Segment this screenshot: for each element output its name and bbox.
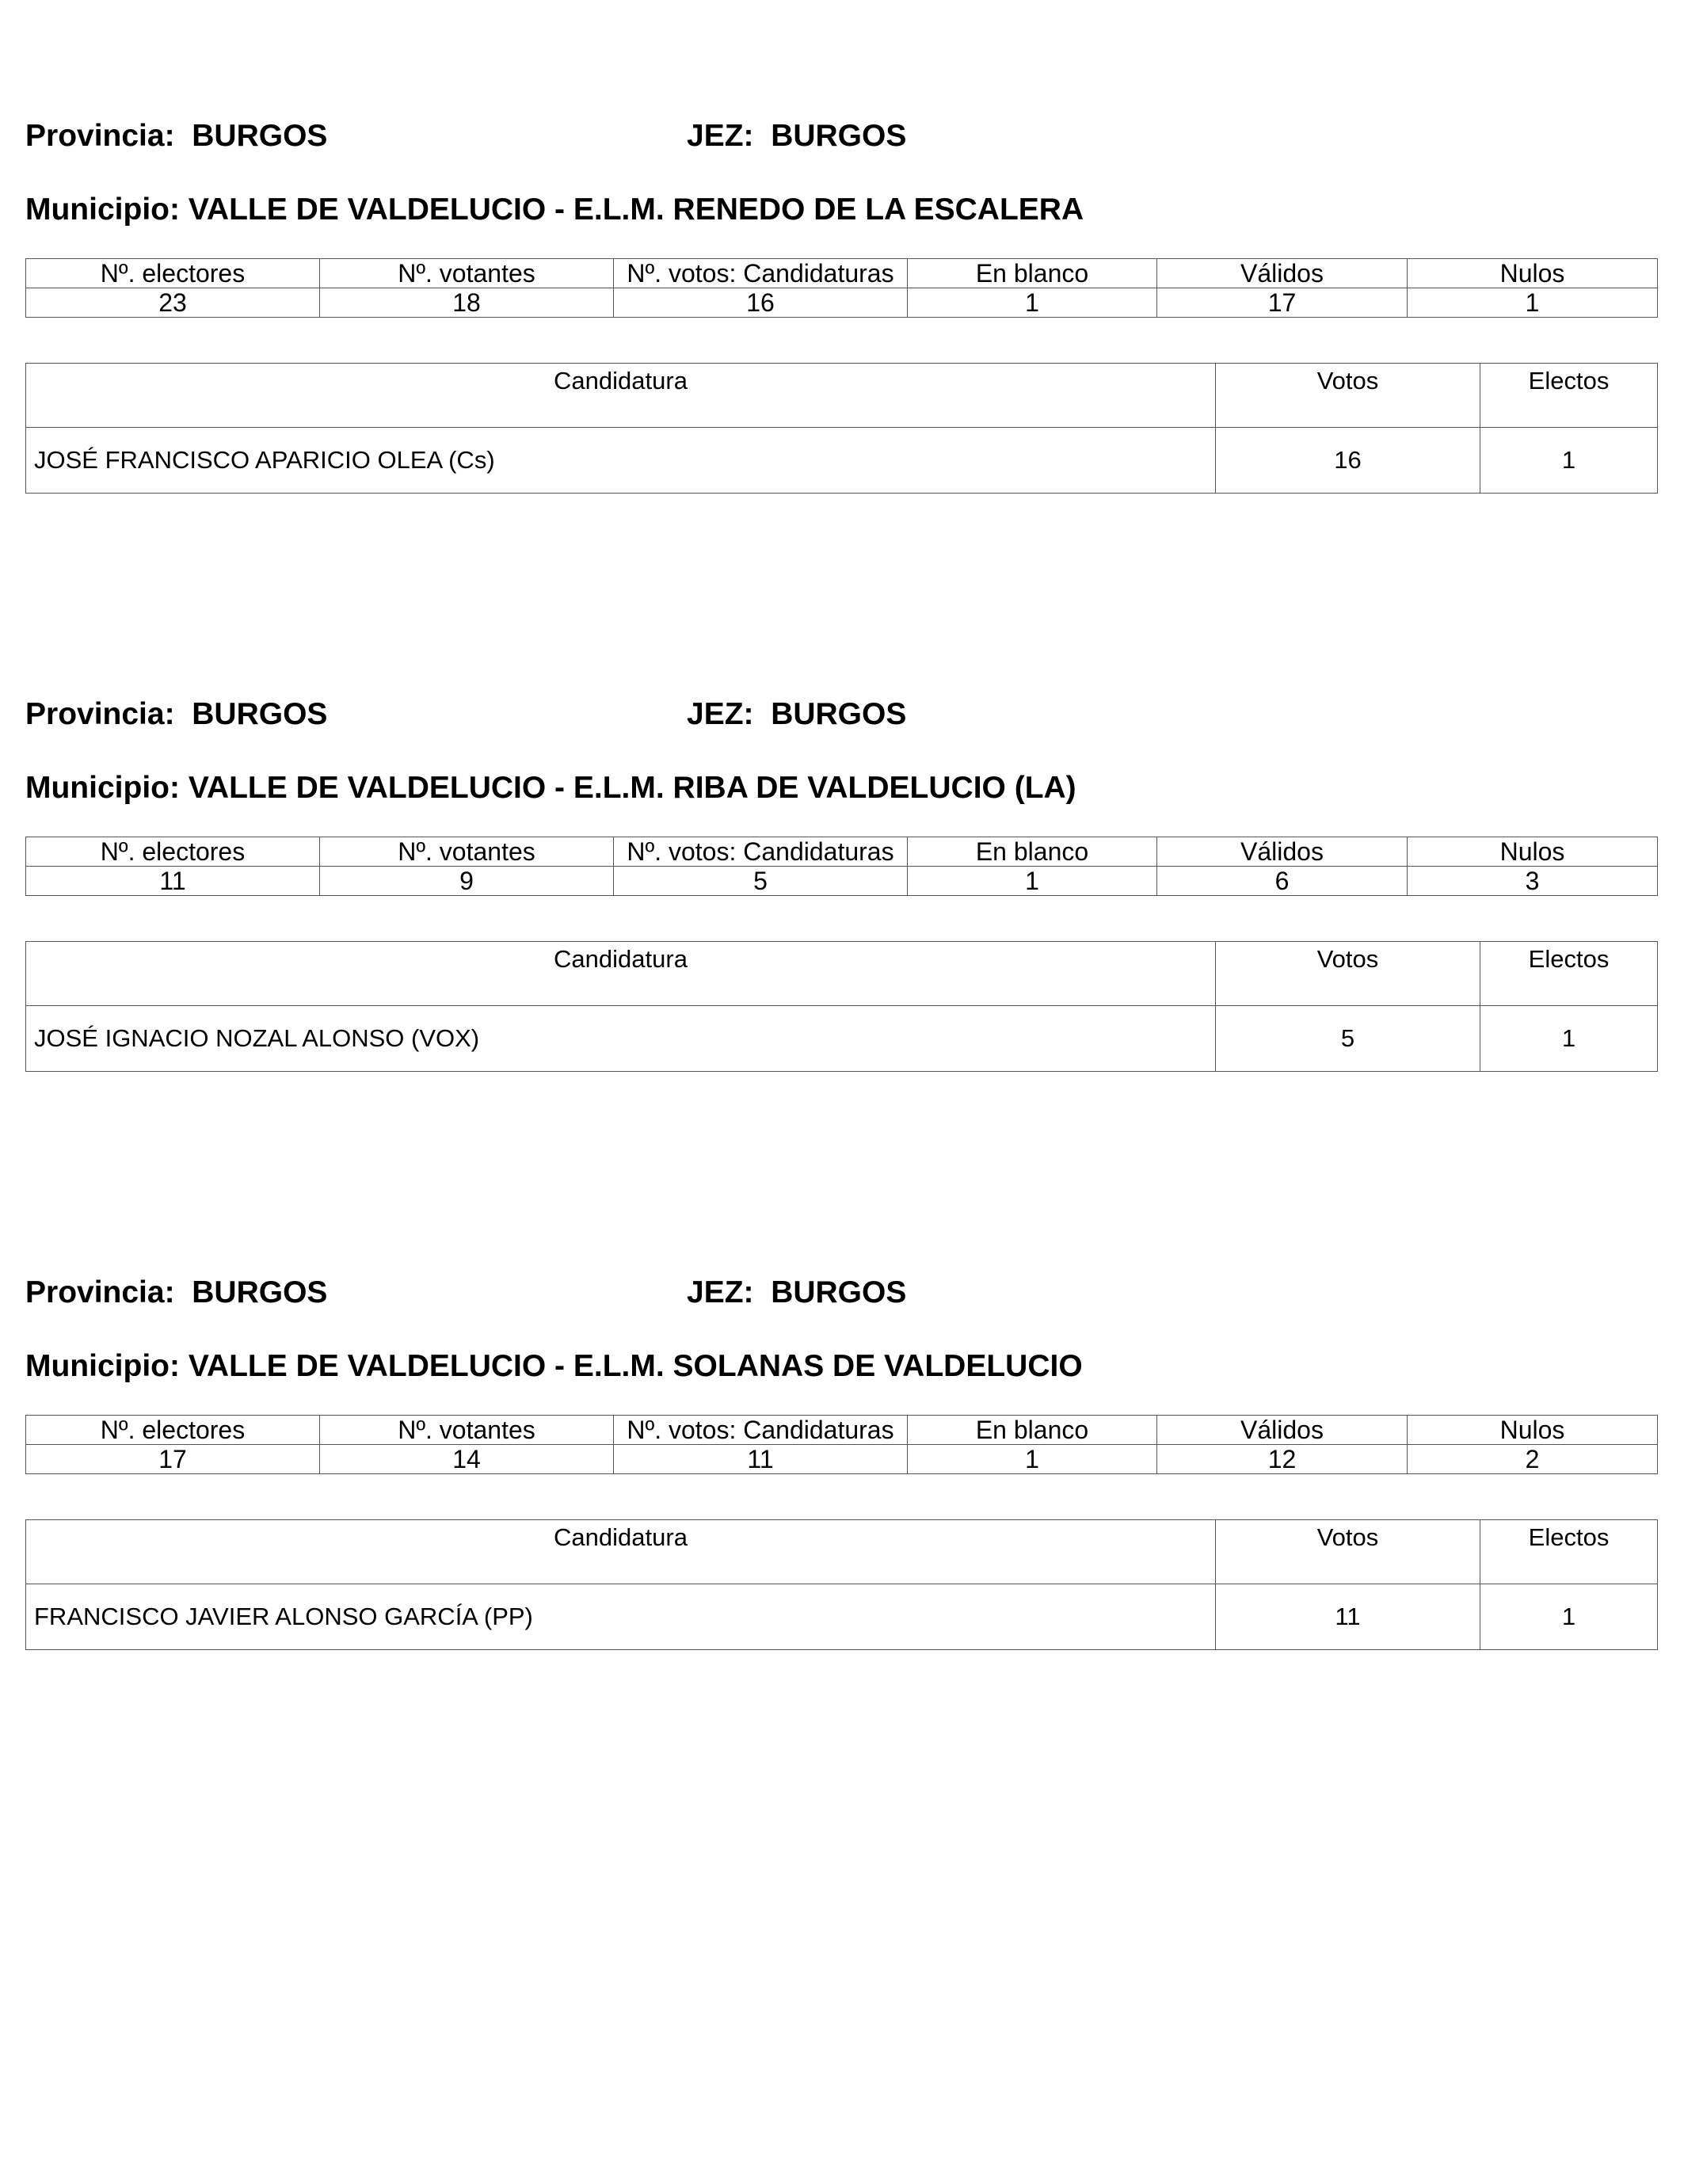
- candidate-electos: 1: [1480, 428, 1658, 494]
- stats-value-cell: 1: [908, 1445, 1157, 1474]
- stats-header-cell: Nulos: [1408, 1416, 1658, 1445]
- jez-value: BURGOS: [771, 119, 907, 153]
- stats-header-cell: En blanco: [908, 1416, 1157, 1445]
- stats-value-cell: 1: [908, 288, 1157, 318]
- candidate-votos: 16: [1216, 428, 1480, 494]
- stats-header-row: [26, 837, 1658, 867]
- electos-header: Electos: [1480, 1520, 1658, 1584]
- stats-table: [25, 258, 1658, 318]
- provincia-value: BURGOS: [192, 119, 328, 153]
- candidates-table: [25, 941, 1658, 1072]
- municipio-heading: [25, 768, 1076, 808]
- stats-header-cell: Nº. votos: Candidaturas: [614, 837, 908, 867]
- stats-value-cell: 9: [320, 867, 614, 896]
- municipio-value: VALLE DE VALDELUCIO - E.L.M. RENEDO DE LA ESCALERA: [188, 192, 1084, 227]
- stats-value-cell: 14: [320, 1445, 614, 1474]
- stats-value-row: [26, 1445, 1658, 1474]
- candidatura-header: Candidatura: [26, 364, 1216, 428]
- stats-value-cell: 16: [614, 288, 908, 318]
- candidate-row: [26, 428, 1658, 494]
- stats-value-cell: 2: [1408, 1445, 1658, 1474]
- provincia-group: [25, 696, 327, 734]
- stats-table: [25, 837, 1658, 896]
- stats-header-cell: Nº. electores: [26, 837, 320, 867]
- candidates-table: [25, 1519, 1658, 1650]
- provincia-label: Provincia:: [25, 1275, 175, 1309]
- jez-group: [687, 696, 906, 734]
- candidate-row: [26, 1584, 1658, 1650]
- jez-label: JEZ:: [687, 697, 754, 731]
- stats-header-cell: Nº. votos: Candidaturas: [614, 1416, 908, 1445]
- stats-header-cell: Válidos: [1157, 259, 1408, 288]
- candidate-name: JOSÉ IGNACIO NOZAL ALONSO (VOX): [26, 1006, 1216, 1072]
- jez-value: BURGOS: [771, 1275, 907, 1309]
- stats-value-cell: 1: [1408, 288, 1658, 318]
- candidate-name: JOSÉ FRANCISCO APARICIO OLEA (Cs): [26, 428, 1216, 494]
- candidatura-header: Candidatura: [26, 942, 1216, 1006]
- municipio-label: Municipio:: [25, 1349, 180, 1383]
- candidates-header-row: [26, 364, 1658, 428]
- province-line: [25, 696, 1657, 734]
- stats-header-cell: Nº. votantes: [320, 1416, 614, 1445]
- stats-value-cell: 5: [614, 867, 908, 896]
- stats-header-cell: Nulos: [1408, 837, 1658, 867]
- stats-header-row: [26, 1416, 1658, 1445]
- candidate-name: FRANCISCO JAVIER ALONSO GARCÍA (PP): [26, 1584, 1216, 1650]
- municipio-value: VALLE DE VALDELUCIO - E.L.M. SOLANAS DE VALDELUCIO: [188, 1349, 1083, 1383]
- stats-header-cell: Nº. votantes: [320, 837, 614, 867]
- provincia-label: Provincia:: [25, 697, 175, 731]
- candidate-electos: 1: [1480, 1006, 1658, 1072]
- electos-header: Electos: [1480, 364, 1658, 428]
- stats-value-row: [26, 867, 1658, 896]
- stats-header-cell: Nº. votantes: [320, 259, 614, 288]
- stats-header-row: [26, 259, 1658, 288]
- stats-header-cell: Nulos: [1408, 259, 1658, 288]
- stats-value-cell: 6: [1157, 867, 1408, 896]
- votos-header: Votos: [1216, 1520, 1480, 1584]
- stats-value-cell: 11: [26, 867, 320, 896]
- stats-header-cell: Válidos: [1157, 837, 1408, 867]
- provincia-group: [25, 1274, 327, 1312]
- jez-value: BURGOS: [771, 697, 907, 731]
- municipio-label: Municipio:: [25, 192, 180, 227]
- jez-group: [687, 1274, 906, 1312]
- stats-table: [25, 1415, 1658, 1474]
- stats-value-cell: 12: [1157, 1445, 1408, 1474]
- candidatura-header: Candidatura: [26, 1520, 1216, 1584]
- stats-value-cell: 1: [908, 867, 1157, 896]
- province-line: [25, 117, 1657, 155]
- municipio-heading: [25, 190, 1084, 230]
- provincia-group: [25, 117, 327, 155]
- candidates-table: [25, 363, 1658, 494]
- stats-value-cell: 17: [26, 1445, 320, 1474]
- votos-header: Votos: [1216, 364, 1480, 428]
- stats-value-row: [26, 288, 1658, 318]
- jez-group: [687, 117, 906, 155]
- provincia-value: BURGOS: [192, 697, 328, 731]
- electos-header: Electos: [1480, 942, 1658, 1006]
- municipio-value: VALLE DE VALDELUCIO - E.L.M. RIBA DE VALDELUCIO (LA): [188, 771, 1076, 805]
- jez-label: JEZ:: [687, 1275, 754, 1309]
- stats-value-cell: 3: [1408, 867, 1658, 896]
- stats-header-cell: Nº. votos: Candidaturas: [614, 259, 908, 288]
- provincia-label: Provincia:: [25, 119, 175, 153]
- stats-header-cell: En blanco: [908, 837, 1157, 867]
- stats-header-cell: Nº. electores: [26, 259, 320, 288]
- candidate-votos: 5: [1216, 1006, 1480, 1072]
- candidates-header-row: [26, 942, 1658, 1006]
- provincia-value: BURGOS: [192, 1275, 328, 1309]
- candidate-row: [26, 1006, 1658, 1072]
- candidates-header-row: [26, 1520, 1658, 1584]
- stats-header-cell: Válidos: [1157, 1416, 1408, 1445]
- votos-header: Votos: [1216, 942, 1480, 1006]
- candidate-votos: 11: [1216, 1584, 1480, 1650]
- province-line: [25, 1274, 1657, 1312]
- municipio-heading: [25, 1347, 1083, 1386]
- candidate-electos: 1: [1480, 1584, 1658, 1650]
- stats-value-cell: 11: [614, 1445, 908, 1474]
- municipio-label: Municipio:: [25, 771, 180, 805]
- stats-value-cell: 18: [320, 288, 614, 318]
- jez-label: JEZ:: [687, 119, 754, 153]
- stats-value-cell: 17: [1157, 288, 1408, 318]
- stats-header-cell: Nº. electores: [26, 1416, 320, 1445]
- stats-header-cell: En blanco: [908, 259, 1157, 288]
- stats-value-cell: 23: [26, 288, 320, 318]
